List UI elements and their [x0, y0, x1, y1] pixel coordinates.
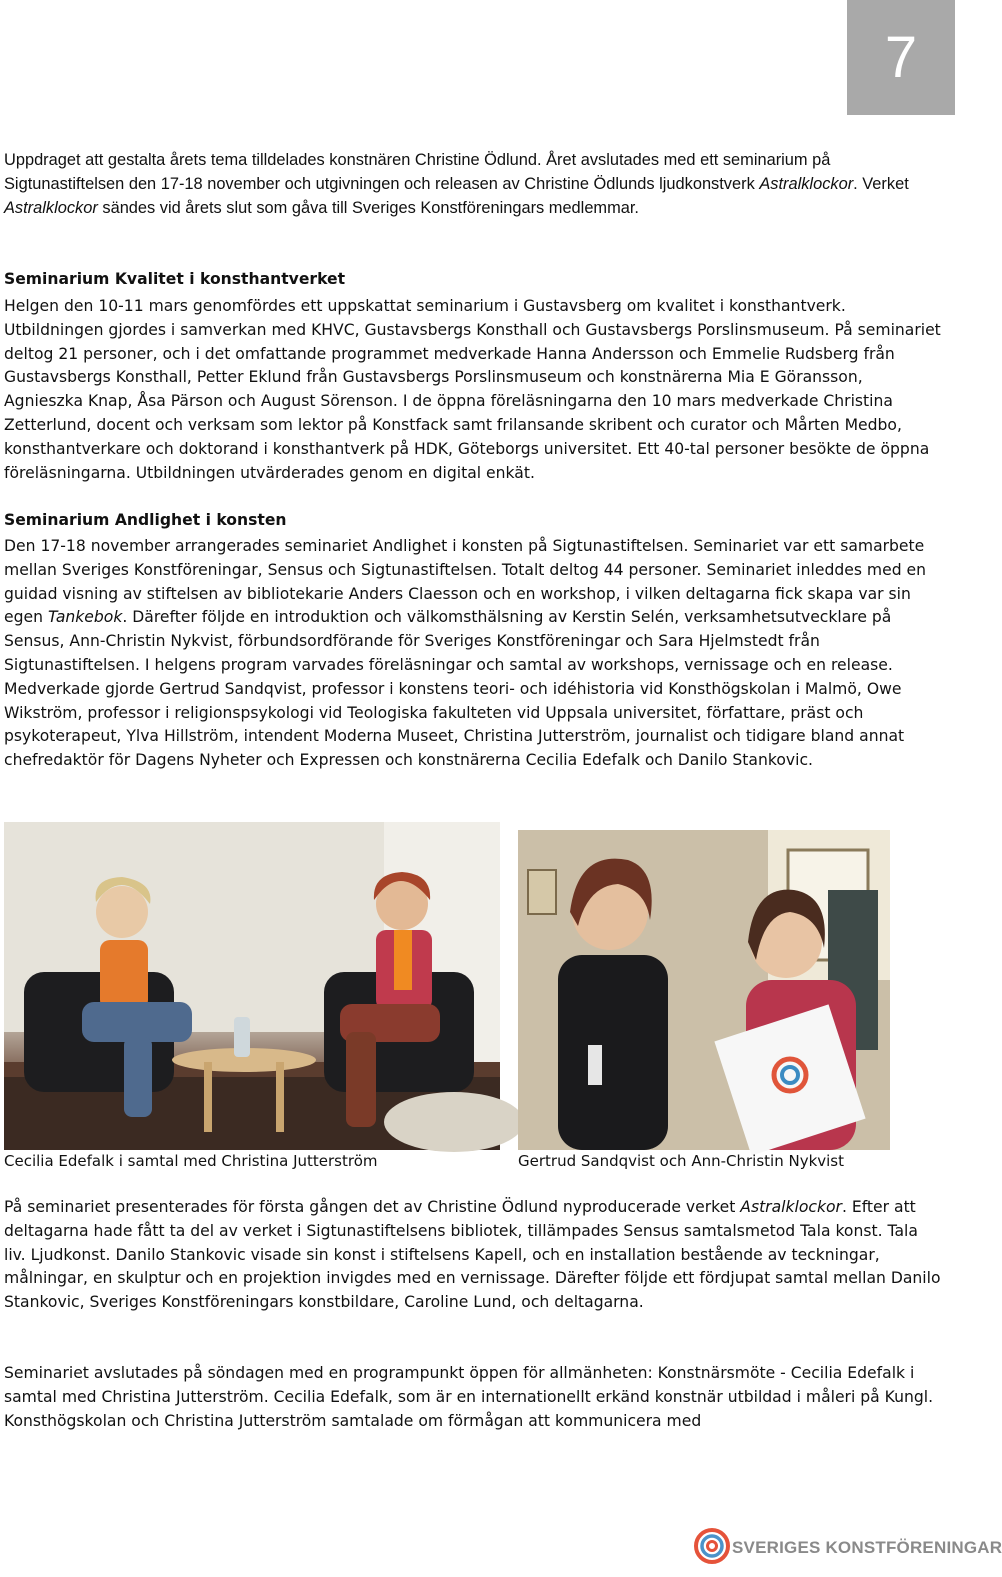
section-body-kvalitet: [4, 295, 942, 485]
photo-edefalk-jutterstrom: [4, 822, 500, 1150]
footer-logo-spiral-icon: [694, 1526, 734, 1566]
p3-text-1: På seminariet presenterades för första gången det av Christine Ödlund nyproducerade verket: [4, 1198, 741, 1216]
intro-paragraph: [4, 148, 942, 220]
footer-logo-text: SVERIGES KONSTFÖRENINGAR: [732, 1538, 1002, 1557]
andlighet-text-2: . Därefter följde en introduktion och välkomsthälsning av Kerstin Selén, verksamhetsutvecklare på Sensus, Ann-Christin Nykvist, förbundsordförande för Sveriges Konstföreningar och Sara Hjelmstedt från Sigtunastiftelsen. I helgens program varvades föreläsningar och samtal av workshops, vernissage och en release. Medverkade gjorde Gertrud Sandqvist, professor i konstens teori- och idéhistoria vid Konsthögskolan i Malmö, Owe Wikström, professor i religionspsykologi vid Teologiska fakulteten vid Uppsala universitet, författare, präst och psykoterapeut, Ylva Hillström, intendent Moderna Museet, Christina Jutterström, journalist och tidigare bland annat chefredaktör för Dagens Nyheter och Expressen och konstnärerna Cecilia Edefalk och Danilo Stankovic.: [4, 608, 905, 770]
andlighet-italic: Tankebok: [47, 608, 123, 627]
section-body-kvalitet-text: Helgen den 10-11 mars genomfördes ett uppskattat seminarium i Gustavsberg om kvalitet i konsthantverk. Utbildningen gjordes i samverkan med KHVC, Gustavsbergs Konsthall och Gustavsbergs Porslinsmuseum. På seminariet deltog 21 personer, och i det omfattande programmet medverkade Hanna Andersson och Emmelie Rudsberg från Gustavsbergs Konsthall, Petter Eklund från Gustavsbergs Porslinsmuseum och konstnärerna Mia E Göransson, Agnieszka Knap, Åsa Pärson och August Sörenson. I de öppna föreläsningarna den 10 mars medverkade Christina Zetterlund, docent och verksam som lektor på Konstfack samt frilansande skribent och curator och Mårten Medbo, konsthantverkare och doktorand i konsthantverk på HDK, Göteborgs universitet. Ett 40-tal personer besökte de öppna föreläsningarna. Utbildningen utvärderades genom en digital enkät.: [4, 297, 941, 482]
photo-illustration: [518, 830, 890, 1150]
intro-italic-1: Astralklockor: [759, 175, 854, 193]
p3-italic: Astralklockor: [740, 1198, 842, 1216]
paragraph-konstnarsmote-text: Seminariet avslutades på söndagen med en programpunkt öppen för allmänheten: Konstnärsmöte - Cecilia Edefalk i samtal med Christina Jutterström. Cecilia Edefalk, som är en internationellt erkänd konstnär utbildad i måleri på Kungl. Konsthögskolan och Christina Jutterström samtalade om förmågan att kommunicera med: [4, 1364, 934, 1430]
andlighet-text-1: Den 17-18 november arrangerades seminariet Andlighet i konsten på Sigtunastiftelsen. Seminariet var ett samarbete mellan Sveriges Konstföreningar, Sensus och Sigtunastiftelsen. Totalt deltog 44 personer. Seminariet inleddes med en guidad visning av stiftelsen av bibliotekarie Anders Claesson och en workshop, i vilken deltagarna fick skapa var sin egen: [4, 537, 927, 627]
photo-illustration: [4, 822, 500, 1150]
section-body-andlighet: [4, 535, 942, 773]
section-heading-kvalitet: Seminarium Kvalitet i konsthantverket: [4, 270, 346, 288]
paragraph-konstnarsmote: [4, 1362, 942, 1433]
page-number: 7: [847, 0, 955, 115]
p3-text-2: . Efter att deltagarna hade fått ta del av verket i Sigtunastiftelsens bibliotek, tillämpades Sensus samtalsmetod Tala konst. Tala liv. Ljudkonst. Danilo Stankovic visade sin konst i stiftelsens Kapell, och en installation bestående av teckningar, målningar, en skulptur och en projektion invigdes med en vernissage. Därefter följde ett fördjupat samtal mellan Danilo Stankovic, Sveriges Konstföreningars konstbildare, Caroline Lund, och deltagarna.: [4, 1198, 941, 1312]
photo-caption-right: Gertrud Sandqvist och Ann-Christin Nykvist: [518, 1152, 845, 1170]
intro-text-3: sändes vid årets slut som gåva till Sveriges Konstföreningars medlemmar.: [97, 199, 639, 217]
section-heading-andlighet: Seminarium Andlighet i konsten: [4, 511, 287, 529]
paragraph-astralklockor: [4, 1196, 942, 1315]
photo-caption-left: Cecilia Edefalk i samtal med Christina Jutterström: [4, 1152, 378, 1170]
intro-italic-2: Astralklockor: [4, 199, 98, 217]
intro-text-2: . Verket: [853, 175, 909, 193]
intro-text-1: Uppdraget att gestalta årets tema tilldelades konstnären Christine Ödlund. Året avslutades med ett seminarium på Sigtunastiftelsen den 17-18 november och utgivningen och releasen av Christine Ödlunds ljudkonstverk: [4, 151, 831, 193]
photo-sandqvist-nykvist: [518, 830, 890, 1150]
